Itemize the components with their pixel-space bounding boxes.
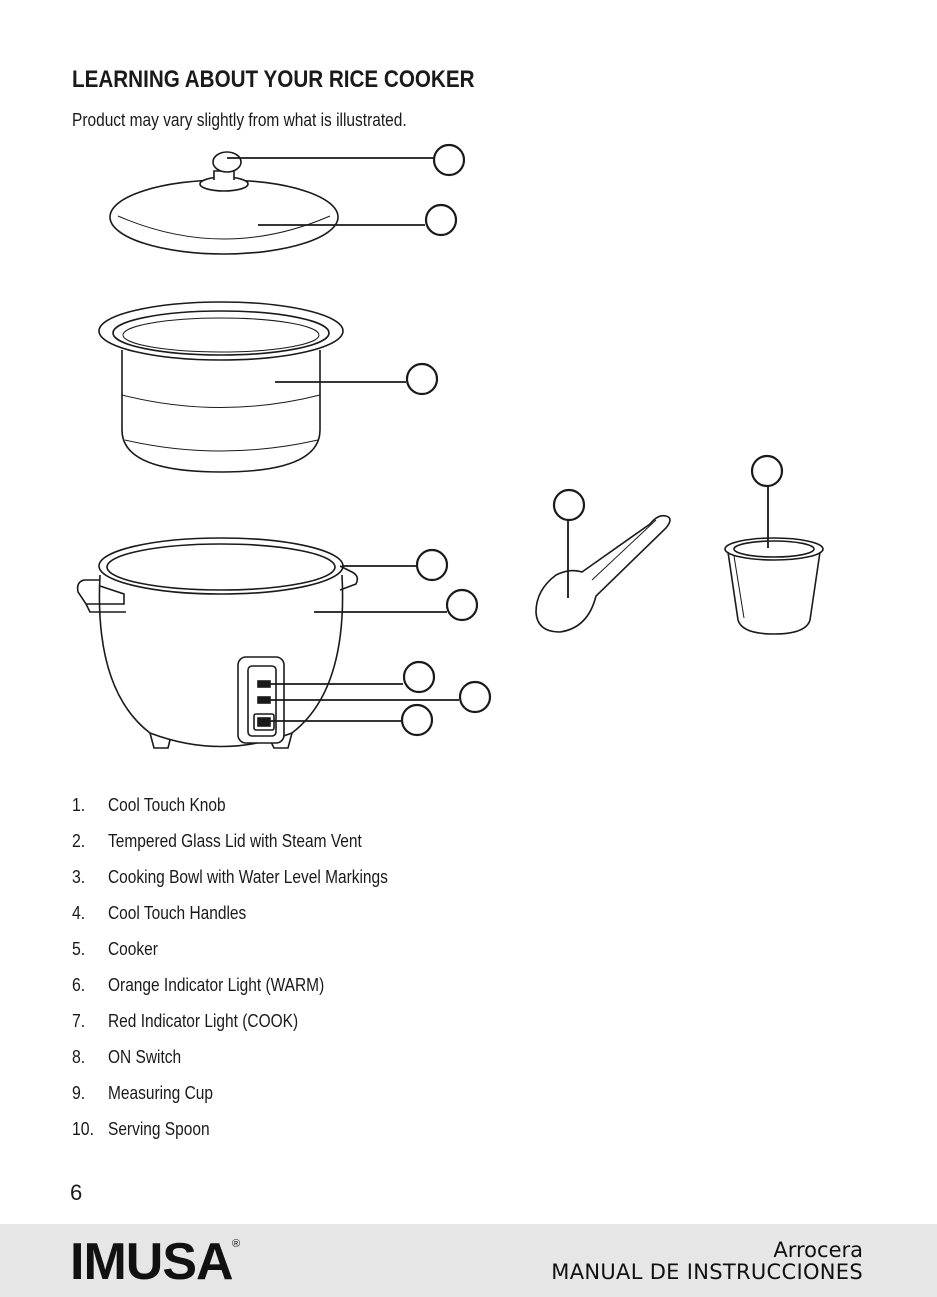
list-item (72, 903, 433, 939)
item-number: 6. (72, 975, 86, 995)
page-number: 6 (70, 1180, 83, 1205)
list-item (72, 795, 433, 831)
callout-marker (447, 590, 477, 620)
list-item (72, 975, 433, 1011)
item-number: 4. (72, 903, 86, 923)
measuring-cup-illustration (725, 538, 823, 634)
item-label: Red Indicator Light (COOK) (108, 1011, 299, 1031)
item-number: 1. (72, 795, 86, 815)
item-label: Cool Touch Knob (108, 795, 226, 815)
list-item (72, 1083, 433, 1119)
item-number: 2. (72, 831, 86, 851)
cooking-bowl-illustration (99, 302, 343, 472)
item-label: ON Switch (108, 1047, 182, 1067)
callout-marker (752, 456, 782, 486)
list-item (72, 1011, 433, 1047)
item-number: 10. (72, 1119, 95, 1139)
callout-marker (402, 705, 432, 735)
item-label: Tempered Glass Lid with Steam Vent (108, 831, 362, 851)
item-label: Measuring Cup (108, 1083, 213, 1103)
brand-logo: IMUSA (70, 1233, 233, 1291)
page-title: LEARNING ABOUT YOUR RICE COOKER (72, 66, 475, 93)
callout-marker (417, 550, 447, 580)
item-label: Cool Touch Handles (108, 903, 247, 923)
product-name: Arrocera (773, 1238, 863, 1262)
item-label: Orange Indicator Light (WARM) (108, 975, 325, 995)
list-item (72, 867, 433, 903)
footer-bar (0, 1224, 937, 1297)
item-label: Serving Spoon (108, 1119, 210, 1139)
lid-illustration (110, 152, 338, 254)
item-number: 5. (72, 939, 86, 959)
item-number: 7. (72, 1011, 86, 1031)
item-number: 8. (72, 1047, 86, 1067)
list-item (72, 939, 433, 975)
item-number: 3. (72, 867, 86, 887)
cooker-body-illustration (78, 538, 358, 748)
item-label: Cooker (108, 939, 158, 959)
callout-markers (402, 145, 782, 735)
item-label: Cooking Bowl with Water Level Markings (108, 867, 388, 887)
callout-marker (407, 364, 437, 394)
serving-spoon-illustration (536, 516, 670, 632)
list-item (72, 1047, 433, 1083)
manual-title: MANUAL DE INSTRUCCIONES (551, 1260, 863, 1284)
callout-marker (460, 682, 490, 712)
page-subtitle: Product may vary slightly from what is illustrated. (72, 110, 407, 130)
item-number: 9. (72, 1083, 86, 1103)
callout-marker (434, 145, 464, 175)
list-item (72, 1119, 433, 1155)
list-item (72, 831, 433, 867)
registered-mark: ® (232, 1238, 241, 1250)
callout-marker (426, 205, 456, 235)
callout-marker (404, 662, 434, 692)
parts-list (72, 795, 433, 1155)
callout-marker (554, 490, 584, 520)
